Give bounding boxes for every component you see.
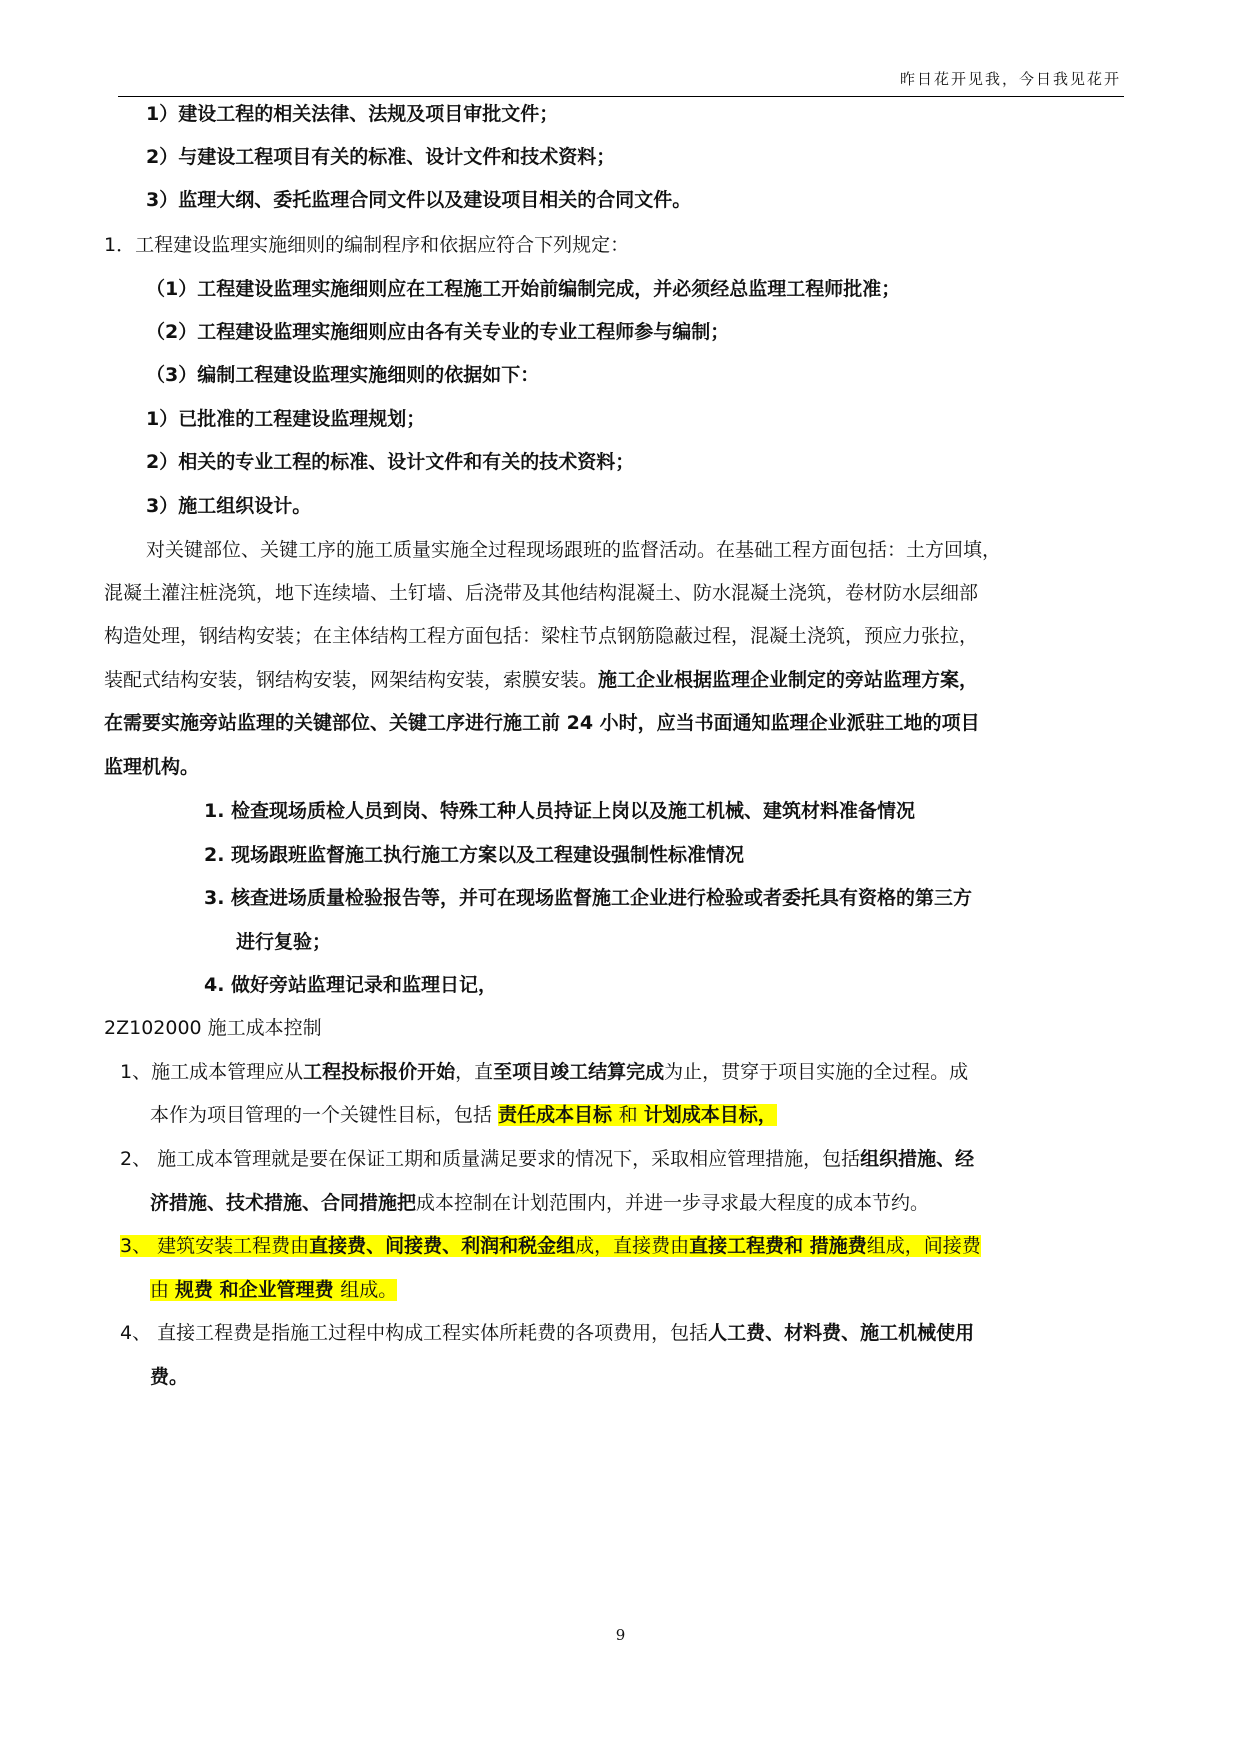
text-line xyxy=(146,493,311,519)
text-line xyxy=(150,1277,397,1303)
text-line xyxy=(150,1102,777,1128)
text-segment: 2、 施工成本管理就是要在保证工期和质量满足要求的情况下，采取相应管理措施，包括 xyxy=(120,1148,861,1170)
text-segment: 4、 直接工程费是指施工过程中构成工程实体所耗费的各项费用，包括 xyxy=(120,1322,709,1344)
text-segment: 混凝土灌注桩浇筑，地下连续墙、土钉墙、后浇带及其他结构混凝土、防水混凝土浇筑，卷材防水层细部 xyxy=(104,582,979,604)
text-segment: 2Z102000 施工成本控制 xyxy=(104,1017,322,1039)
text-line xyxy=(104,754,199,780)
text-segment: 工程投标报价开始 xyxy=(303,1061,456,1083)
text-line xyxy=(146,144,615,170)
text-line xyxy=(146,537,1001,563)
text-line xyxy=(104,667,978,693)
text-segment: 1）建设工程的相关法律、法规及项目审批文件； xyxy=(146,103,559,125)
text-segment: ，直 xyxy=(455,1061,494,1083)
text-line xyxy=(104,232,629,258)
text-segment: 3）监理大纲、委托监理合同文件以及建设项目相关的合同文件。 xyxy=(146,189,692,211)
text-segment: 责任成本目标 xyxy=(498,1104,619,1126)
text-segment: 1）已批准的工程建设监理规划； xyxy=(146,408,426,430)
text-segment: （1）工程建设监理实施细则应在工程施工开始前编制完成，并必须经总监理工程师批准； xyxy=(146,278,901,300)
text-line xyxy=(146,187,691,213)
text-segment: 装配式结构安装，钢结构安装，网架结构安装，索膜安装。 xyxy=(104,669,599,691)
text-segment: 2. 现场跟班监督施工执行施工方案以及工程建设强制性标准情况 xyxy=(204,844,745,866)
text-segment: 1．工程建设监理实施细则的编制程序和依据应符合下列规定： xyxy=(104,234,630,256)
text-segment: 1、施工成本管理应从 xyxy=(120,1061,304,1083)
text-segment: 计划成本目标， xyxy=(643,1104,777,1126)
text-segment: 在需要实施旁站监理的关键部位、关键工序进行施工前 24 小时，应当书面通知监理企业派驻工地的项目 xyxy=(104,712,980,734)
text-segment: 直接工程费和 措施费 xyxy=(689,1235,867,1257)
text-segment: 进行复验； xyxy=(236,931,332,953)
text-segment: （3）编制工程建设监理实施细则的依据如下： xyxy=(146,364,540,386)
text-line xyxy=(146,362,539,388)
text-line xyxy=(204,885,972,911)
text-segment: 对关键部位、关键工序的施工质量实施全过程现场跟班的监督活动。在基础工程方面包括：土方回填， xyxy=(146,539,1002,561)
text-line xyxy=(146,319,729,345)
text-line xyxy=(146,406,425,432)
text-line xyxy=(236,929,331,955)
text-segment: 3. 核查进场质量检验报告等，并可在现场监督施工企业进行检验或者委托具有资格的第三方 xyxy=(204,887,973,909)
page-number: 9 xyxy=(615,1626,626,1644)
text-line xyxy=(146,101,558,127)
text-line xyxy=(204,972,497,998)
text-segment: 3、 建筑安装工程费由 xyxy=(120,1235,310,1257)
text-line xyxy=(120,1146,974,1172)
text-segment: 至项目竣工结算完成 xyxy=(493,1061,665,1083)
text-segment: 监理机构。 xyxy=(104,756,200,778)
text-segment: 成本控制在计划范围内，并进一步寻求最大程度的成本节约。 xyxy=(416,1192,930,1214)
text-segment: （2）工程建设监理实施细则应由各有关专业的专业工程师参与编制； xyxy=(146,321,730,343)
text-line xyxy=(104,710,980,736)
text-segment: 和 xyxy=(618,1104,644,1126)
text-segment: 费。 xyxy=(150,1366,189,1388)
text-segment: 4. 做好旁站监理记录和监理日记， xyxy=(204,974,498,996)
text-segment: 组织措施、经 xyxy=(860,1148,975,1170)
text-segment: 3）施工组织设计。 xyxy=(146,495,312,517)
text-segment: 由 xyxy=(150,1279,176,1301)
text-line xyxy=(204,798,915,824)
text-segment: 组成，间接费 xyxy=(866,1235,981,1257)
text-segment: 1. 检查现场质检人员到岗、特殊工种人员持证上岗以及施工机械、建筑材料准备情况 xyxy=(204,800,916,822)
text-line xyxy=(146,449,634,475)
text-segment: 规费 和企业管理费 xyxy=(175,1279,341,1301)
text-segment: 组成。 xyxy=(340,1279,398,1301)
page-header: 昨日花开见我，今日我见花开 xyxy=(899,70,1121,88)
text-segment: 构造处理，钢结构安装；在主体结构工程方面包括：梁柱节点钢筋隐蔽过程，混凝土浇筑，预应力张拉， xyxy=(104,625,979,647)
text-line xyxy=(150,1190,929,1216)
text-segment: 直接费、间接费、利润和税金组 xyxy=(309,1235,576,1257)
text-segment: 2）相关的专业工程的标准、设计文件和有关的技术资料； xyxy=(146,451,635,473)
text-line xyxy=(150,1364,188,1390)
text-segment: 2）与建设工程项目有关的标准、设计文件和技术资料； xyxy=(146,146,616,168)
text-segment: 成，直接费由 xyxy=(575,1235,690,1257)
text-line xyxy=(146,276,900,302)
text-segment: 为止，贯穿于项目实施的全过程。成 xyxy=(664,1061,969,1083)
text-segment: 人工费、材料费、施工机械使用 xyxy=(708,1322,975,1344)
text-line xyxy=(104,623,978,649)
header-rule xyxy=(118,96,1124,97)
text-line xyxy=(104,580,978,606)
text-segment: 施工企业根据监理企业制定的旁站监理方案， xyxy=(598,669,979,691)
text-line xyxy=(120,1059,968,1085)
text-line xyxy=(104,1015,322,1041)
text-line xyxy=(120,1320,974,1346)
text-line xyxy=(120,1233,981,1259)
text-line xyxy=(204,842,744,868)
text-segment: 济措施、技术措施、合同措施把 xyxy=(150,1192,417,1214)
text-segment: 本作为项目管理的一个关键性目标，包括 xyxy=(150,1104,499,1126)
